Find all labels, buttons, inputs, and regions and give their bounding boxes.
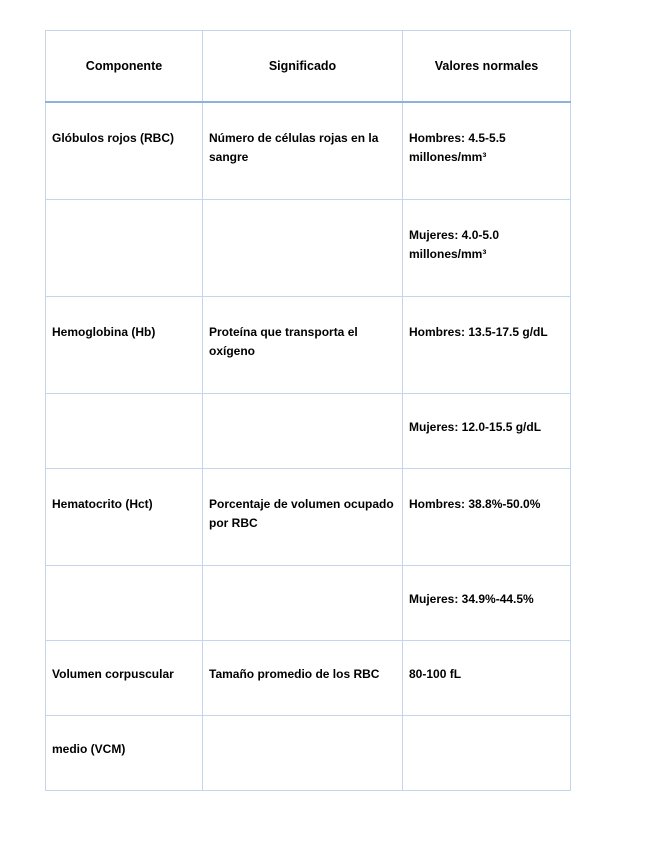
table-row — [46, 641, 571, 716]
blood-values-table — [45, 30, 571, 791]
cell-value: Hombres: 4.5-5.5 millones/mm³ — [403, 102, 571, 200]
cell-value: Hombres: 38.8%-50.0% — [403, 469, 571, 566]
table-header-row — [46, 31, 571, 103]
cell-value: Hombres: 13.5-17.5 g/dL — [403, 297, 571, 394]
cell-meaning: Proteína que transporta el oxígeno — [203, 297, 403, 394]
table-row — [46, 102, 571, 200]
cell-value — [403, 716, 571, 791]
cell-meaning — [203, 200, 403, 297]
cell-component — [46, 200, 203, 297]
table-row — [46, 566, 571, 641]
cell-meaning: Porcentaje de volumen ocupado por RBC — [203, 469, 403, 566]
cell-value: 80-100 fL — [403, 641, 571, 716]
cell-meaning — [203, 716, 403, 791]
table-row — [46, 394, 571, 469]
table-row — [46, 469, 571, 566]
cell-meaning — [203, 394, 403, 469]
cell-value: Mujeres: 34.9%-44.5% — [403, 566, 571, 641]
cell-component: Volumen corpuscular — [46, 641, 203, 716]
table-row — [46, 297, 571, 394]
header-component: Componente — [46, 31, 203, 103]
cell-component — [46, 566, 203, 641]
cell-component — [46, 394, 203, 469]
header-normal-values: Valores normales — [403, 31, 571, 103]
cell-component: Glóbulos rojos (RBC) — [46, 102, 203, 200]
cell-meaning — [203, 566, 403, 641]
cell-component: Hemoglobina (Hb) — [46, 297, 203, 394]
cell-meaning: Número de células rojas en la sangre — [203, 102, 403, 200]
cell-value: Mujeres: 4.0-5.0 millones/mm³ — [403, 200, 571, 297]
cell-meaning: Tamaño promedio de los RBC — [203, 641, 403, 716]
header-meaning: Significado — [203, 31, 403, 103]
table-row — [46, 716, 571, 791]
cell-component: Hematocrito (Hct) — [46, 469, 203, 566]
cell-value: Mujeres: 12.0-15.5 g/dL — [403, 394, 571, 469]
cell-component: medio (VCM) — [46, 716, 203, 791]
table-row — [46, 200, 571, 297]
